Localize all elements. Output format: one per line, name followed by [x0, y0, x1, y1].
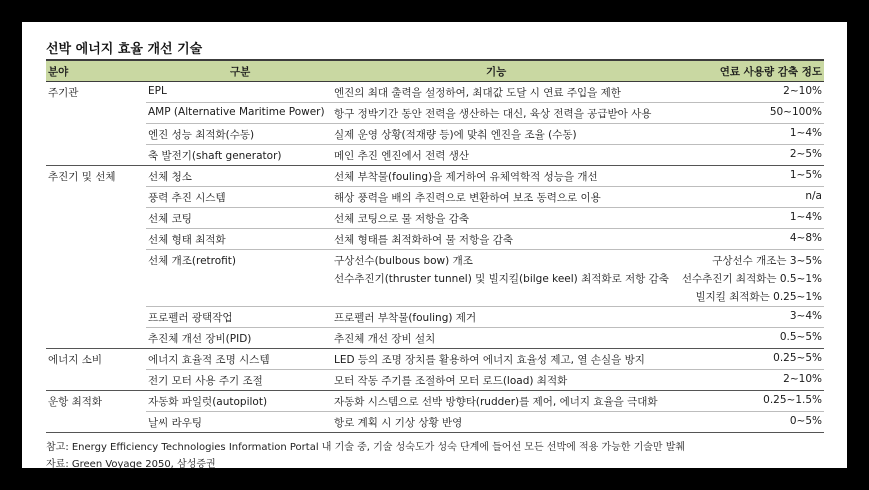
row-divider: [46, 432, 824, 433]
cell-function: 메인 추진 엔진에서 전력 생산: [334, 150, 470, 162]
header-area: 분야: [48, 66, 69, 78]
cell-reduction: 2~10%: [783, 373, 822, 385]
cell-reduction: n/a: [805, 190, 822, 202]
table-row: [46, 166, 824, 186]
cell-tech: 프로펠러 광택작업: [148, 312, 233, 324]
cell-tech: 자동화 파일럿(autopilot): [148, 396, 268, 408]
cell-function: 엔진의 최대 출력을 설정하여, 최대값 도달 시 연료 주입을 제한: [334, 87, 621, 99]
cell-tech: 축 발전기(shaft generator): [148, 150, 282, 162]
cell-function: 구상선수(bulbous bow) 개조: [334, 255, 473, 267]
cell-area: 에너지 소비: [48, 354, 103, 366]
cell-reduction: 빌지킬 최적화는 0.25~1%: [695, 291, 822, 303]
cell-tech: 선체 코팅: [148, 213, 192, 225]
cell-reduction: 0.25~1.5%: [763, 394, 822, 406]
cell-tech: 선체 형태 최적화: [148, 234, 226, 246]
cell-function: 프로펠러 부착물(fouling) 제거: [334, 312, 477, 324]
cell-function: 모터 작동 주기를 조절하여 모터 로드(load) 최적화: [334, 375, 568, 387]
header-tech: 구분: [230, 66, 251, 78]
table-row: [46, 307, 824, 327]
table-row: [46, 208, 824, 228]
table-row: [46, 250, 824, 306]
cell-function: 선수추진기(thruster tunnel) 및 빌지킬(bilge keel) 최적화로 저항 감축: [334, 273, 669, 285]
table-row: [46, 124, 824, 144]
header-func: 기능: [486, 66, 507, 78]
cell-tech: 추진체 개선 장비(PID): [148, 333, 252, 345]
cell-reduction: 2~5%: [789, 148, 822, 160]
table-row: [46, 391, 824, 411]
cell-area: 운항 최적화: [48, 396, 103, 408]
cell-function: 자동화 시스템으로 선박 방향타(rudder)를 제어, 에너지 효율을 극대화: [334, 396, 658, 408]
table-row: [46, 103, 824, 123]
footnotes: [46, 439, 685, 473]
cell-function: 실제 운영 상황(적재량 등)에 맞춰 엔진을 조율 (수동): [334, 129, 577, 141]
cell-area: 주기관: [48, 87, 79, 99]
table-body: [46, 82, 824, 433]
cell-function: 선체 부착물(fouling)을 제거하여 유체역학적 성능을 개선: [334, 171, 598, 183]
cell-tech: AMP (Alternative Maritime Power): [148, 106, 325, 118]
efficiency-table: [46, 59, 824, 433]
source-text: 자료: Green Voyage 2050, 삼성증권: [46, 459, 216, 470]
table-row: [46, 82, 824, 102]
cell-tech: EPL: [148, 85, 167, 97]
cell-reduction: 1~4%: [789, 127, 822, 139]
cell-tech: 전기 모터 사용 주기 조절: [148, 375, 263, 387]
cell-reduction: 0~5%: [789, 415, 822, 427]
table-row: [46, 370, 824, 390]
cell-function: LED 등의 조명 장치를 활용하여 에너지 효율성 제고, 열 손실을 방지: [334, 354, 645, 366]
cell-tech: 날씨 라우팅: [148, 417, 203, 429]
cell-reduction: 4~8%: [789, 232, 822, 244]
cell-tech: 에너지 효율적 조명 시스템: [148, 354, 270, 366]
header-reduction: 연료 사용량 감축 정도: [719, 66, 822, 78]
table-row: [46, 349, 824, 369]
table-row: [46, 412, 824, 432]
cell-function: 선체 코팅으로 물 저항을 감축: [334, 213, 470, 225]
table-header: [46, 59, 824, 82]
cell-reduction: 0.5~5%: [779, 331, 822, 343]
table-row: [46, 328, 824, 348]
cell-reduction: 2~10%: [783, 85, 822, 97]
cell-tech: 선체 개조(retrofit): [148, 255, 237, 267]
note-text: 참고: Energy Efficiency Technologies Information Portal 내 기술 중, 기술 성숙도가 성숙 단계에 들어선 모든 선박에 적용 가능한 기술만 발췌: [46, 442, 686, 453]
cell-function: 해상 풍력을 배의 추진력으로 변환하여 보조 동력으로 이용: [334, 192, 601, 204]
cell-reduction: 50~100%: [769, 106, 822, 118]
cell-reduction: 0.25~5%: [773, 352, 822, 364]
cell-function: 항구 정박기간 동안 전력을 생산하는 대신, 육상 전력을 공급받아 사용: [334, 108, 652, 120]
table-row: [46, 145, 824, 165]
cell-tech: 엔진 성능 최적화(수동): [148, 129, 255, 141]
cell-reduction: 1~5%: [789, 169, 822, 181]
cell-function: 추진체 개선 장비 설치: [334, 333, 436, 345]
cell-tech: 선체 청소: [148, 171, 192, 183]
cell-area: 추진기 및 선체: [48, 171, 116, 183]
cell-reduction: 3~4%: [789, 310, 822, 322]
cell-reduction: 구상선수 개조는 3~5%: [712, 255, 822, 267]
table-title: 선박 에너지 효율 개선 기술: [46, 42, 203, 57]
cell-tech: 풍력 추진 시스템: [148, 192, 226, 204]
table-row: [46, 187, 824, 207]
cell-reduction: 선수추진기 최적화는 0.5~1%: [681, 273, 822, 285]
cell-reduction: 1~4%: [789, 211, 822, 223]
document-page: [22, 22, 847, 468]
table-row: [46, 229, 824, 249]
cell-function: 선체 형태를 최적화하여 물 저항을 감축: [334, 234, 513, 246]
cell-function: 항로 계획 시 기상 상황 반영: [334, 417, 463, 429]
